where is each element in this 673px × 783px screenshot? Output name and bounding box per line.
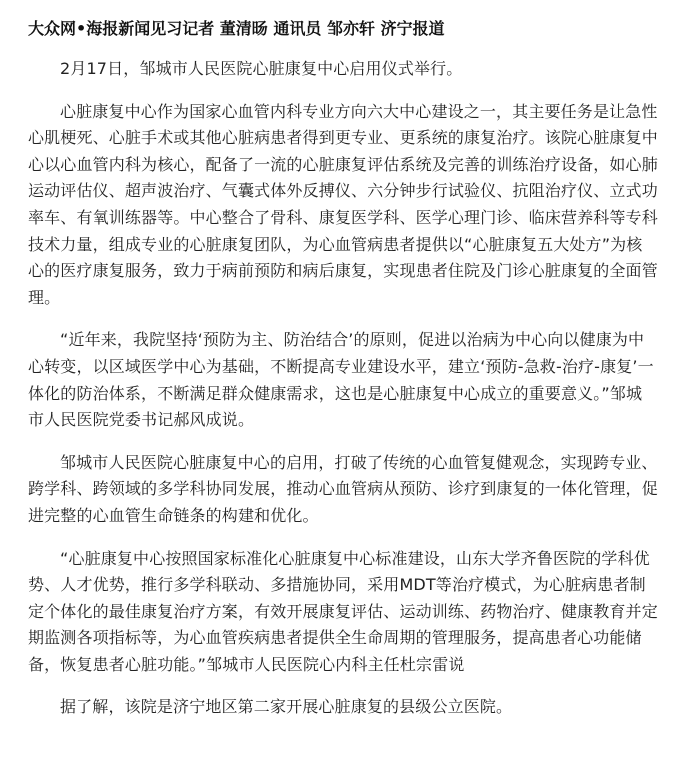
article-paragraph-closing: 据了解，该院是济宁地区第二家开展心脏康复的县级公立医院。 (60, 697, 513, 717)
article-byline: 大众网•海报新闻见习记者 董清旸 通讯员 邹亦轩 济宁报道 (28, 19, 445, 38)
article-paragraph-quote-secretary: “近年来，我院坚持‘预防为主、防治结合’的原则，促进以治病为中心向以健康为中心转变，以区域医学中心为基础，不断提高专业建设水平，建立‘预防-急救-治疗-康复’一体化的防治体系，不断满足群众健康需求，这也是心脏康复中心成立的重要意义。”邹城市人民医院党委书记郝风成说。 (28, 330, 654, 430)
article-body (28, 16, 658, 721)
article-paragraph-quote-director: “心脏康复中心按照国家标准化心脏康复中心标准建设，山东大学齐鲁医院的学科优势、人才优势，推行多学科联动、多措施协同，采用MDT等治疗模式，为心脏病患者制定个体化的最佳康复治疗方案，有效开展康复评估、运动训练、药物治疗、健康教育并定期监测各项指标等，为心血管疾病患者提供全生命周期的管理服务，提高患者心功能储备，恢复患者心脏功能。”邹城市人民医院心内科主任杜宗雷说 (28, 548, 658, 674)
article-paragraph-overview: 心脏康复中心作为国家心血管内科专业方向六大中心建设之一，其主要任务是让急性心肌梗死、心脏手术或其他心脏病患者得到更专业、更系统的康复治疗。该院心脏康复中心以心血管内科为核心，配备了一流的心脏康复评估系统及完善的训练治疗设备，如心肺运动评估仪、超声波治疗、气囊式体外反搏仪、六分钟步行试验仪、抗阻治疗仪、立式功率车、有氧训练器等。中心整合了骨科、康复医学科、医学心理门诊、临床营养科等专科技术力量，组成专业的心脏康复团队，为心血管病患者提供以“心脏康复五大处方”为核心的医疗康复服务，致力于病前预防和病后康复，实现患者住院及门诊心脏康复的全面管理。 (28, 101, 658, 307)
article-paragraph-significance: 邹城市人民医院心脏康复中心的启用，打破了传统的心血管复健观念，实现跨专业、跨学科、跨领域的多学科协同发展，推动心血管病从预防、诊疗到康复的一体化管理，促进完整的心血管生命链条的构建和优化。 (28, 452, 658, 525)
article-paragraph-date: 2月17日，邹城市人民医院心脏康复中心启用仪式举行。 (60, 59, 463, 78)
